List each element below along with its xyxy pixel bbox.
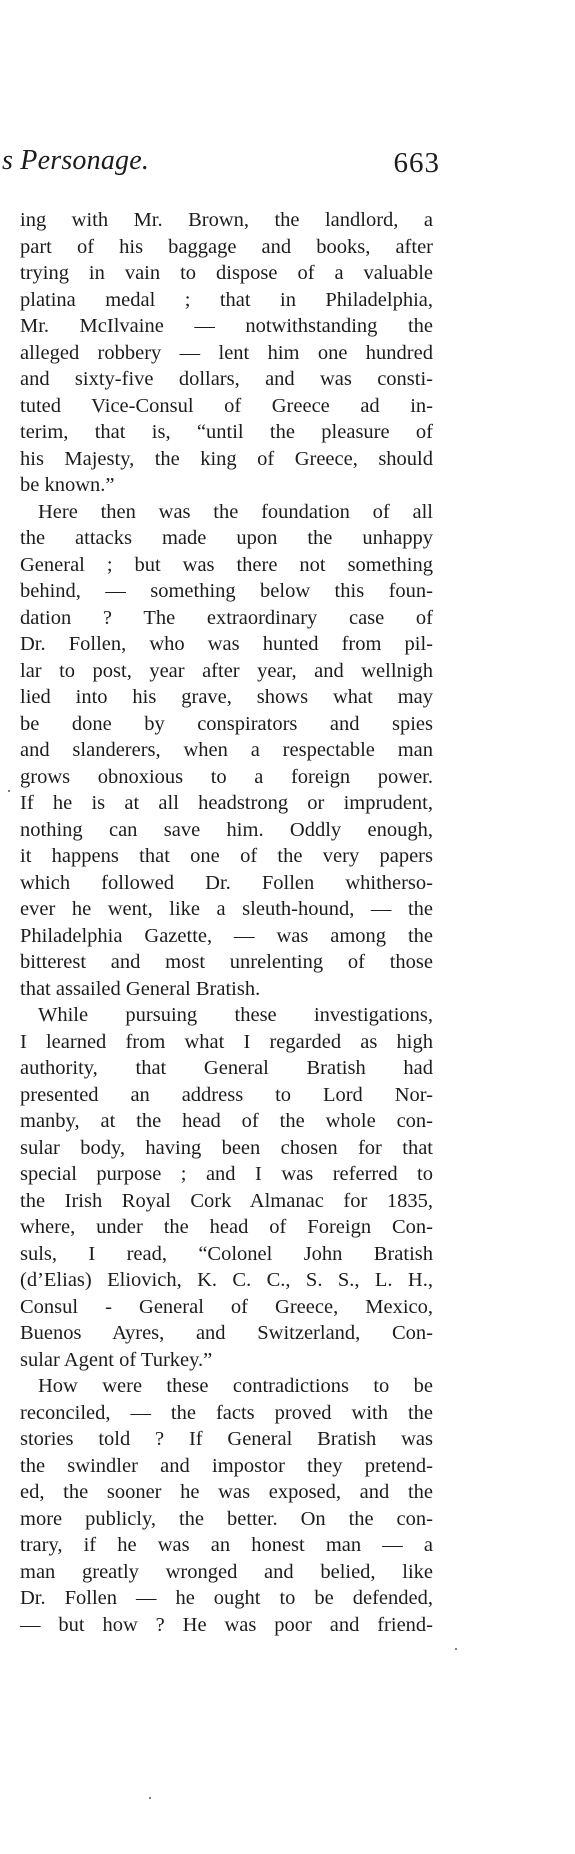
text-line: Mr. McIlvaine — notwithstanding the [20,315,433,337]
text-line: I learned from what I regarded as high [20,1030,433,1053]
paragraph-first-line: While pursuing these investigations, [38,1004,433,1026]
text-line: reconciled, — the facts proved with the [20,1401,433,1424]
text-line: and sixty-five dollars, and was consti- [20,368,433,390]
text-line: grows obnoxious to a foreign power. [20,765,433,788]
running-title: s Personage. [2,145,150,176]
text-line: terim, that is, “until the pleasure of [20,421,433,443]
text-line: which followed Dr. Follen whitherso- [20,871,433,894]
text-line: more publicly, the better. On the con- [20,1507,433,1530]
text-line: sular Agent of Turkey.” [20,1348,213,1371]
text-line: lied into his grave, shows what may [20,686,433,708]
text-line: that assailed General Bratish. [20,977,261,1000]
text-line: Buenos Ayres, and Switzerland, Con- [20,1322,433,1344]
text-line: behind, — something below this foun- [20,580,433,602]
text-line: special purpose ; and I was referred to [20,1163,433,1185]
text-line: tuted Vice-Consul of Greece ad in- [20,394,433,417]
text-line: (d’Elias) Eliovich, K. C. C., S. S., L. H., [20,1269,433,1291]
text-line: Philadelphia Gazette, — was among the [20,924,433,947]
text-line: part of his baggage and books, after [20,235,433,258]
text-line: suls, I read, “Colonel John Bratish [20,1242,433,1265]
text-line: the swindler and impostor they pretend- [20,1454,433,1477]
text-line: the attacks made upon the unhappy [20,527,433,549]
text-line: alleged robbery — lent him one hundred [20,341,433,364]
text-line: Dr. Follen — he ought to be defended, [20,1587,433,1609]
body-text [20,207,433,1638]
text-line: General ; but was there not something [20,553,433,576]
text-line: platina medal ; that in Philadelphia, [20,288,433,311]
text-line: where, under the head of Foreign Con- [20,1216,433,1238]
text-line: stories told ? If General Bratish was [20,1428,433,1450]
text-line: lar to post, year after year, and wellnigh [20,659,433,682]
paragraph-first-line: How were these contradictions to be [38,1375,433,1397]
print-speck [8,790,10,792]
print-speck [455,1648,457,1650]
text-line: ed, the sooner he was exposed, and the [20,1481,433,1503]
page-number: 663 [393,147,440,179]
text-line: be known.” [20,474,115,496]
text-line: authority, that General Bratish had [20,1057,433,1079]
text-line: bitterest and most unrelenting of those [20,951,433,973]
print-speck [149,1797,151,1799]
text-line: If he is at all headstrong or imprudent, [20,792,433,814]
text-line: — but how ? He was poor and friend- [20,1613,433,1636]
text-line: Dr. Follen, who was hunted from pil- [20,633,433,655]
page-header [0,143,440,189]
text-line: presented an address to Lord Nor- [20,1083,433,1106]
paragraph-first-line: Here then was the foundation of all [38,500,433,523]
text-line: nothing can save him. Oddly enough, [20,818,433,841]
text-line: ever he went, like a sleuth-hound, — the [20,898,433,920]
text-line: it happens that one of the very papers [20,845,433,867]
text-line: dation ? The extraordinary case of [20,606,433,629]
text-line: the Irish Royal Cork Almanac for 1835, [20,1189,433,1212]
text-line: and slanderers, when a respectable man [20,739,433,761]
text-line: man greatly wronged and belied, like [20,1560,433,1583]
text-line: Consul - General of Greece, Mexico, [20,1295,433,1318]
text-line: his Majesty, the king of Greece, should [20,447,433,470]
text-line: trary, if he was an honest man — a [20,1534,433,1556]
text-line: sular body, having been chosen for that [20,1136,433,1159]
text-line: manby, at the head of the whole con- [20,1110,433,1132]
text-line: ing with Mr. Brown, the landlord, a [20,209,433,231]
text-line: trying in vain to dispose of a valuable [20,262,433,284]
text-line: be done by conspirators and spies [20,712,433,735]
